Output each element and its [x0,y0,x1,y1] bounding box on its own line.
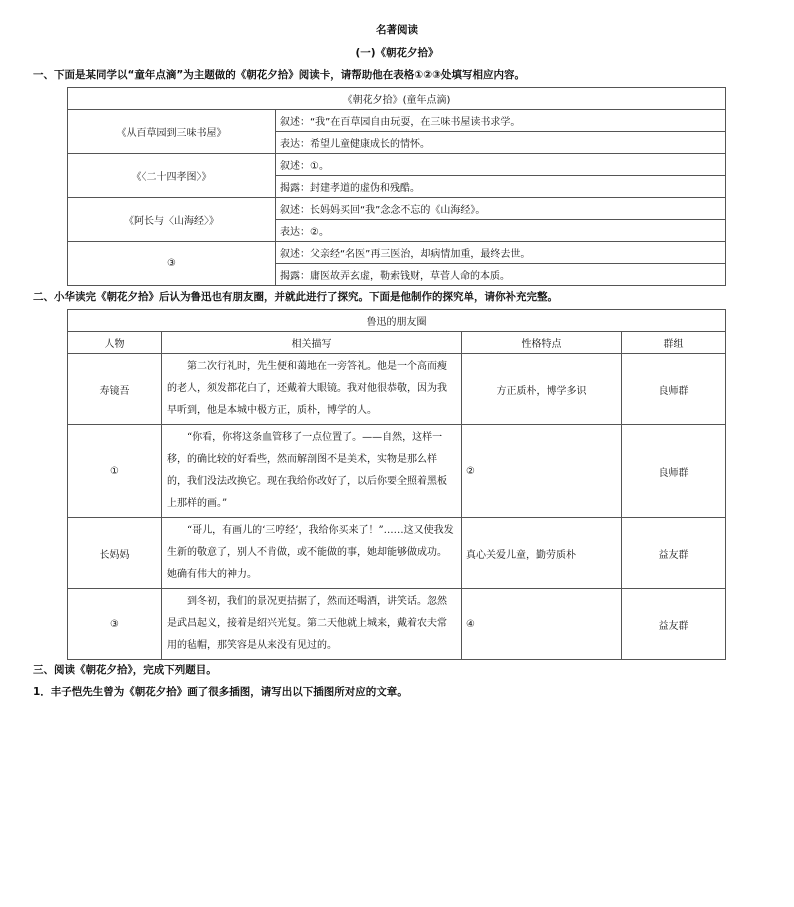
theme-cell: 揭露：庸医故弄玄虚，勒索钱财，草菅人命的本质。 [276,264,726,286]
person-cell-blank-3: ③ [68,589,162,660]
group-cell: 益友群 [622,589,726,660]
q2-prompt: 二、小华读完《朝花夕拾》后认为鲁迅也有朋友圈，并就此进行了探究。下面是他制作的探究单，请你补充完整。 [33,291,558,303]
group-cell: 良师群 [622,425,726,518]
group-cell: 益友群 [622,518,726,589]
group-cell: 良师群 [622,354,726,425]
friend-circle-title: 鲁迅的朋友圈 [68,310,726,332]
table-row [68,518,726,589]
theme-cell: 表达：希望儿童健康成长的情怀。 [276,132,726,154]
trait-cell: 方正质朴，博学多识 [462,354,622,425]
narrative-cell-blank-1: 叙述：①。 [276,154,726,176]
narrative-cell: 叙述：长妈妈买回“我”念念不忘的《山海经》。 [276,198,726,220]
narrative-cell: 叙述：父亲经“名医”再三医治，却病情加重，最终去世。 [276,242,726,264]
chapter-cell: 《阿长与〈山海经〉》 [68,198,276,242]
header-group: 群组 [622,332,726,354]
table-row [68,589,726,660]
person-cell-blank-1: ① [68,425,162,518]
reading-card-title: 《朝花夕拾》(童年点滴) [68,88,726,110]
description-cell: 到冬初，我们的景况更拮据了，然而还喝酒，讲笑话。忽然是武昌起义，接着是绍兴光复。第二天他就上城来，戴着农夫常用的毡帽，那笑容是从来没有见过的。 [162,589,462,660]
chapter-cell: 《〈二十四孝图〉》 [68,154,276,198]
narrative-cell: 叙述：“我”在百草园自由玩耍，在三味书屋读书求学。 [276,110,726,132]
q3-prompt: 三、阅读《朝花夕拾》，完成下列题目。 [33,664,217,676]
trait-cell-blank-2: ② [462,425,622,518]
person-cell: 寿镜吾 [68,354,162,425]
doc-title: 名著阅读 [376,24,418,36]
doc-subtitle: (一)《朝花夕拾》 [355,47,439,59]
header-description: 相关描写 [162,332,462,354]
friend-circle-table [67,309,726,660]
table-row [68,425,726,518]
header-person: 人物 [68,332,162,354]
description-cell: 第二次行礼时，先生便和蔼地在一旁答礼。他是一个高而瘦的老人，须发都花白了，还戴着大眼镜。我对他很恭敬，因为我早听到，他是本城中极方正，质朴，博学的人。 [162,354,462,425]
chapter-cell-blank-3: ③ [68,242,276,286]
trait-cell-blank-4: ④ [462,589,622,660]
theme-cell: 揭露：封建孝道的虚伪和残酷。 [276,176,726,198]
chapter-cell: 《从百草园到三味书屋》 [68,110,276,154]
description-cell: “哥儿，有画儿的‘三哼经’，我给你买来了！”……这又使我发生新的敬意了，别人不肯做，或不能做的事，她却能够做成功。她确有伟大的神力。 [162,518,462,589]
header-trait: 性格特点 [462,332,622,354]
table-row [68,354,726,425]
description-cell: “你看，你将这条血管移了一点位置了。——自然，这样一移，的确比较的好看些，然而解剖图不是美术，实物是那么样的，我们没法改换它。现在我给你改好了，以后你要全照着黑板上那样的画。” [162,425,462,518]
q3-item1: 1．丰子恺先生曾为《朝花夕拾》画了很多插图，请写出以下插图所对应的文章。 [33,686,408,698]
theme-cell-blank-2: 表达：②。 [276,220,726,242]
trait-cell: 真心关爱儿童，勤劳质朴 [462,518,622,589]
q1-prompt: 一、下面是某同学以“童年点滴”为主题做的《朝花夕拾》阅读卡，请帮助他在表格①②③处填写相应内容。 [33,69,525,81]
reading-card-table [67,87,726,286]
person-cell: 长妈妈 [68,518,162,589]
